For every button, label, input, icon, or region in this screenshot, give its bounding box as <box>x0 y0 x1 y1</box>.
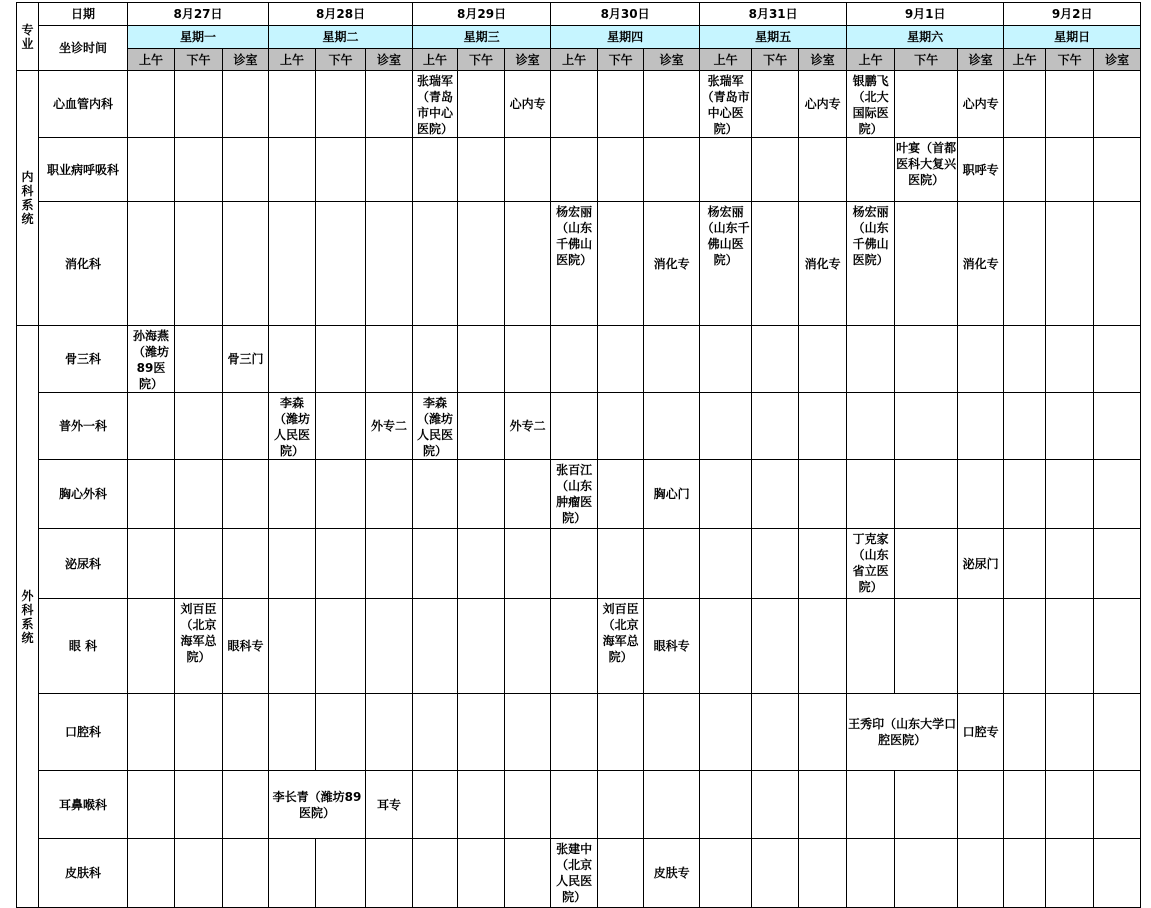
empty-cell <box>895 771 958 839</box>
empty-cell <box>799 694 847 771</box>
empty-cell <box>895 71 958 138</box>
dept-row <box>17 694 1141 771</box>
empty-cell <box>752 529 799 599</box>
empty-cell <box>413 529 458 599</box>
empty-cell <box>269 839 316 908</box>
empty-cell <box>644 694 700 771</box>
dept-row <box>17 393 1141 460</box>
room-cell: 泌尿门 <box>958 529 1004 599</box>
empty-cell <box>223 393 269 460</box>
empty-cell <box>366 202 413 326</box>
empty-cell <box>458 326 505 393</box>
empty-cell <box>128 393 175 460</box>
empty-cell <box>700 138 752 202</box>
empty-cell <box>223 71 269 138</box>
empty-cell <box>958 839 1004 908</box>
empty-cell <box>128 138 175 202</box>
slot-header: 上午 <box>413 49 458 71</box>
room-cell: 心内专 <box>799 71 847 138</box>
empty-cell <box>1046 694 1094 771</box>
empty-cell <box>175 460 223 529</box>
empty-cell <box>1094 599 1141 694</box>
clinic-schedule-table <box>16 2 1141 908</box>
empty-cell <box>895 393 958 460</box>
doctor-cell: 刘百臣（北京海军总院） <box>175 599 223 694</box>
empty-cell <box>1046 529 1094 599</box>
empty-cell <box>958 599 1004 694</box>
empty-cell <box>128 694 175 771</box>
empty-cell <box>700 599 752 694</box>
empty-cell <box>1094 529 1141 599</box>
empty-cell <box>598 694 644 771</box>
empty-cell <box>1046 71 1094 138</box>
empty-cell <box>1094 771 1141 839</box>
room-cell: 骨三门 <box>223 326 269 393</box>
empty-cell <box>505 771 551 839</box>
empty-cell <box>128 202 175 326</box>
empty-cell <box>1094 202 1141 326</box>
empty-cell <box>458 460 505 529</box>
empty-cell <box>895 839 958 908</box>
empty-cell <box>799 529 847 599</box>
empty-cell <box>175 138 223 202</box>
empty-cell <box>1004 393 1046 460</box>
empty-cell <box>700 460 752 529</box>
doctor-cell: 张百江（山东肿瘤医院） <box>551 460 598 529</box>
empty-cell <box>847 839 895 908</box>
empty-cell <box>644 393 700 460</box>
empty-cell <box>700 839 752 908</box>
empty-cell <box>551 599 598 694</box>
slot-header: 下午 <box>598 49 644 71</box>
specialty-header: 专业 <box>17 3 39 71</box>
dept-row <box>17 771 1141 839</box>
doctor-cell: 杨宏丽（山东千佛山医院） <box>847 202 895 326</box>
empty-cell <box>1004 138 1046 202</box>
doctor-cell: 李森（潍坊人民医院） <box>413 393 458 460</box>
empty-cell <box>551 771 598 839</box>
dept-name: 普外一科 <box>39 393 128 460</box>
doctor-cell: 叶宴（首都医科大复兴医院） <box>895 138 958 202</box>
slot-header: 上午 <box>551 49 598 71</box>
empty-cell <box>847 599 895 694</box>
empty-cell <box>316 393 366 460</box>
empty-cell <box>847 138 895 202</box>
empty-cell <box>895 599 958 694</box>
empty-cell <box>175 529 223 599</box>
empty-cell <box>644 771 700 839</box>
empty-cell <box>505 599 551 694</box>
room-cell: 耳专 <box>366 771 413 839</box>
empty-cell <box>551 529 598 599</box>
empty-cell <box>505 694 551 771</box>
empty-cell <box>316 839 366 908</box>
weekday-header: 星期四 <box>551 26 700 49</box>
empty-cell <box>799 599 847 694</box>
slot-header: 下午 <box>752 49 799 71</box>
empty-cell <box>458 138 505 202</box>
empty-cell <box>316 529 366 599</box>
empty-cell <box>847 326 895 393</box>
empty-cell <box>598 460 644 529</box>
empty-cell <box>458 694 505 771</box>
doctor-cell: 银鹏飞（北大国际医院） <box>847 71 895 138</box>
empty-cell <box>175 202 223 326</box>
empty-cell <box>752 202 799 326</box>
dept-row <box>17 599 1141 694</box>
empty-cell <box>958 393 1004 460</box>
empty-cell <box>1094 694 1141 771</box>
empty-cell <box>598 202 644 326</box>
empty-cell <box>316 326 366 393</box>
doctor-cell: 李长青（潍坊89医院） <box>269 771 366 839</box>
empty-cell <box>458 71 505 138</box>
doctor-cell: 杨宏丽（山东千佛山医院） <box>700 202 752 326</box>
date-label: 日期 <box>39 3 128 26</box>
empty-cell <box>223 529 269 599</box>
empty-cell <box>551 393 598 460</box>
dept-row <box>17 529 1141 599</box>
room-cell: 心内专 <box>505 71 551 138</box>
empty-cell <box>269 694 316 771</box>
time-label: 坐诊时间 <box>39 26 128 71</box>
empty-cell <box>598 393 644 460</box>
empty-cell <box>847 771 895 839</box>
empty-cell <box>752 460 799 529</box>
room-cell: 口腔专 <box>958 694 1004 771</box>
empty-cell <box>752 326 799 393</box>
empty-cell <box>551 71 598 138</box>
weekday-header: 星期六 <box>847 26 1004 49</box>
empty-cell <box>847 393 895 460</box>
doctor-cell: 张建中（北京人民医院） <box>551 839 598 908</box>
empty-cell <box>644 529 700 599</box>
dept-name: 胸心外科 <box>39 460 128 529</box>
empty-cell <box>269 529 316 599</box>
date-header: 8月27日 <box>128 3 269 26</box>
empty-cell <box>799 839 847 908</box>
empty-cell <box>269 71 316 138</box>
empty-cell <box>316 460 366 529</box>
dept-row <box>17 71 1141 138</box>
empty-cell <box>1046 326 1094 393</box>
room-cell: 眼科专 <box>644 599 700 694</box>
empty-cell <box>1046 839 1094 908</box>
slot-header: 诊室 <box>958 49 1004 71</box>
empty-cell <box>1094 71 1141 138</box>
dept-name: 职业病呼吸科 <box>39 138 128 202</box>
slot-header: 诊室 <box>223 49 269 71</box>
weekday-header: 星期一 <box>128 26 269 49</box>
empty-cell <box>366 460 413 529</box>
slot-header: 上午 <box>1004 49 1046 71</box>
slot-header: 下午 <box>895 49 958 71</box>
empty-cell <box>1004 771 1046 839</box>
empty-cell <box>505 202 551 326</box>
empty-cell <box>316 71 366 138</box>
doctor-cell: 王秀印（山东大学口腔医院） <box>847 694 958 771</box>
empty-cell <box>413 771 458 839</box>
date-header: 8月28日 <box>269 3 413 26</box>
empty-cell <box>223 138 269 202</box>
empty-cell <box>598 839 644 908</box>
empty-cell <box>316 202 366 326</box>
date-header: 9月1日 <box>847 3 1004 26</box>
empty-cell <box>799 460 847 529</box>
empty-cell <box>413 138 458 202</box>
empty-cell <box>458 771 505 839</box>
empty-cell <box>644 71 700 138</box>
empty-cell <box>413 839 458 908</box>
empty-cell <box>598 138 644 202</box>
empty-cell <box>1094 460 1141 529</box>
date-header: 8月29日 <box>413 3 551 26</box>
slot-header: 诊室 <box>1094 49 1141 71</box>
empty-cell <box>413 202 458 326</box>
empty-cell <box>269 202 316 326</box>
empty-cell <box>458 529 505 599</box>
dept-name: 耳鼻喉科 <box>39 771 128 839</box>
empty-cell <box>1046 393 1094 460</box>
room-cell: 外专二 <box>505 393 551 460</box>
empty-cell <box>752 393 799 460</box>
empty-cell <box>895 529 958 599</box>
empty-cell <box>752 771 799 839</box>
weekday-header: 星期日 <box>1004 26 1141 49</box>
empty-cell <box>895 326 958 393</box>
dept-name: 眼 科 <box>39 599 128 694</box>
empty-cell <box>505 138 551 202</box>
empty-cell <box>413 326 458 393</box>
empty-cell <box>505 460 551 529</box>
empty-cell <box>128 771 175 839</box>
weekday-header: 星期二 <box>269 26 413 49</box>
empty-cell <box>598 71 644 138</box>
dept-name: 皮肤科 <box>39 839 128 908</box>
empty-cell <box>598 771 644 839</box>
dept-row <box>17 138 1141 202</box>
empty-cell <box>223 694 269 771</box>
empty-cell <box>223 839 269 908</box>
room-cell: 消化专 <box>958 202 1004 326</box>
slot-header: 下午 <box>1046 49 1094 71</box>
empty-cell <box>551 326 598 393</box>
empty-cell <box>958 326 1004 393</box>
empty-cell <box>644 138 700 202</box>
empty-cell <box>413 694 458 771</box>
empty-cell <box>752 694 799 771</box>
empty-cell <box>1004 599 1046 694</box>
empty-cell <box>269 460 316 529</box>
empty-cell <box>458 599 505 694</box>
empty-cell <box>1004 326 1046 393</box>
slot-header: 下午 <box>175 49 223 71</box>
empty-cell <box>316 138 366 202</box>
empty-cell <box>644 326 700 393</box>
empty-cell <box>175 694 223 771</box>
empty-cell <box>895 202 958 326</box>
empty-cell <box>458 393 505 460</box>
slot-header: 上午 <box>700 49 752 71</box>
slot-header: 诊室 <box>366 49 413 71</box>
slot-header: 下午 <box>458 49 505 71</box>
empty-cell <box>316 694 366 771</box>
empty-cell <box>752 138 799 202</box>
empty-cell <box>366 326 413 393</box>
empty-cell <box>269 138 316 202</box>
empty-cell <box>799 138 847 202</box>
doctor-cell: 刘百臣（北京海军总院） <box>598 599 644 694</box>
empty-cell <box>895 460 958 529</box>
dept-name: 口腔科 <box>39 694 128 771</box>
empty-cell <box>505 839 551 908</box>
empty-cell <box>1004 529 1046 599</box>
slot-header: 诊室 <box>644 49 700 71</box>
date-header: 8月30日 <box>551 3 700 26</box>
empty-cell <box>799 393 847 460</box>
empty-cell <box>700 694 752 771</box>
system-label: 内科系统 <box>17 71 39 326</box>
empty-cell <box>700 326 752 393</box>
empty-cell <box>175 393 223 460</box>
dept-name: 泌尿科 <box>39 529 128 599</box>
slot-header: 诊室 <box>505 49 551 71</box>
empty-cell <box>316 599 366 694</box>
empty-cell <box>175 771 223 839</box>
empty-cell <box>128 71 175 138</box>
empty-cell <box>458 202 505 326</box>
empty-cell <box>847 460 895 529</box>
slot-header: 上午 <box>847 49 895 71</box>
empty-cell <box>1046 202 1094 326</box>
weekday-header: 星期五 <box>700 26 847 49</box>
empty-cell <box>1094 839 1141 908</box>
room-cell: 眼科专 <box>223 599 269 694</box>
empty-cell <box>505 326 551 393</box>
empty-cell <box>1046 138 1094 202</box>
empty-cell <box>700 529 752 599</box>
empty-cell <box>366 599 413 694</box>
slot-header: 上午 <box>128 49 175 71</box>
dept-row <box>17 460 1141 529</box>
dept-name: 骨三科 <box>39 326 128 393</box>
room-cell: 消化专 <box>644 202 700 326</box>
room-cell: 皮肤专 <box>644 839 700 908</box>
empty-cell <box>223 460 269 529</box>
empty-cell <box>366 694 413 771</box>
doctor-cell: 张瑞军（青岛市中心医院） <box>700 71 752 138</box>
empty-cell <box>366 529 413 599</box>
doctor-cell: 杨宏丽（山东千佛山医院） <box>551 202 598 326</box>
empty-cell <box>269 326 316 393</box>
empty-cell <box>1046 460 1094 529</box>
empty-cell <box>1004 839 1046 908</box>
empty-cell <box>175 71 223 138</box>
empty-cell <box>1004 71 1046 138</box>
empty-cell <box>1004 694 1046 771</box>
empty-cell <box>958 460 1004 529</box>
empty-cell <box>958 771 1004 839</box>
empty-cell <box>799 771 847 839</box>
empty-cell <box>1004 202 1046 326</box>
empty-cell <box>1046 599 1094 694</box>
empty-cell <box>700 393 752 460</box>
empty-cell <box>1094 326 1141 393</box>
empty-cell <box>700 771 752 839</box>
empty-cell <box>752 599 799 694</box>
empty-cell <box>128 599 175 694</box>
empty-cell <box>752 839 799 908</box>
empty-cell <box>175 839 223 908</box>
empty-cell <box>413 460 458 529</box>
dept-name: 心血管内科 <box>39 71 128 138</box>
room-cell: 消化专 <box>799 202 847 326</box>
empty-cell <box>223 202 269 326</box>
slot-header: 诊室 <box>799 49 847 71</box>
empty-cell <box>128 529 175 599</box>
room-cell: 外专二 <box>366 393 413 460</box>
system-label: 外科系统 <box>17 326 39 908</box>
empty-cell <box>458 839 505 908</box>
empty-cell <box>598 529 644 599</box>
empty-cell <box>1094 138 1141 202</box>
empty-cell <box>752 71 799 138</box>
dept-row <box>17 202 1141 326</box>
dept-name: 消化科 <box>39 202 128 326</box>
empty-cell <box>1094 393 1141 460</box>
room-cell: 心内专 <box>958 71 1004 138</box>
empty-cell <box>1004 460 1046 529</box>
empty-cell <box>269 599 316 694</box>
doctor-cell: 李森（潍坊人民医院） <box>269 393 316 460</box>
empty-cell <box>799 326 847 393</box>
slot-header: 下午 <box>316 49 366 71</box>
empty-cell <box>223 771 269 839</box>
empty-cell <box>598 326 644 393</box>
dept-row <box>17 326 1141 393</box>
empty-cell <box>413 599 458 694</box>
empty-cell <box>551 694 598 771</box>
date-header: 8月31日 <box>700 3 847 26</box>
weekday-header: 星期三 <box>413 26 551 49</box>
empty-cell <box>366 839 413 908</box>
room-cell: 职呼专 <box>958 138 1004 202</box>
empty-cell <box>128 460 175 529</box>
empty-cell <box>128 839 175 908</box>
date-header: 9月2日 <box>1004 3 1141 26</box>
empty-cell <box>1046 771 1094 839</box>
doctor-cell: 孙海燕（潍坊89医院） <box>128 326 175 393</box>
empty-cell <box>551 138 598 202</box>
empty-cell <box>175 326 223 393</box>
doctor-cell: 张瑞军（青岛市中心医院） <box>413 71 458 138</box>
room-cell: 胸心门 <box>644 460 700 529</box>
empty-cell <box>505 529 551 599</box>
slot-header: 上午 <box>269 49 316 71</box>
empty-cell <box>366 71 413 138</box>
doctor-cell: 丁克家（山东省立医院） <box>847 529 895 599</box>
empty-cell <box>366 138 413 202</box>
dept-row <box>17 839 1141 908</box>
